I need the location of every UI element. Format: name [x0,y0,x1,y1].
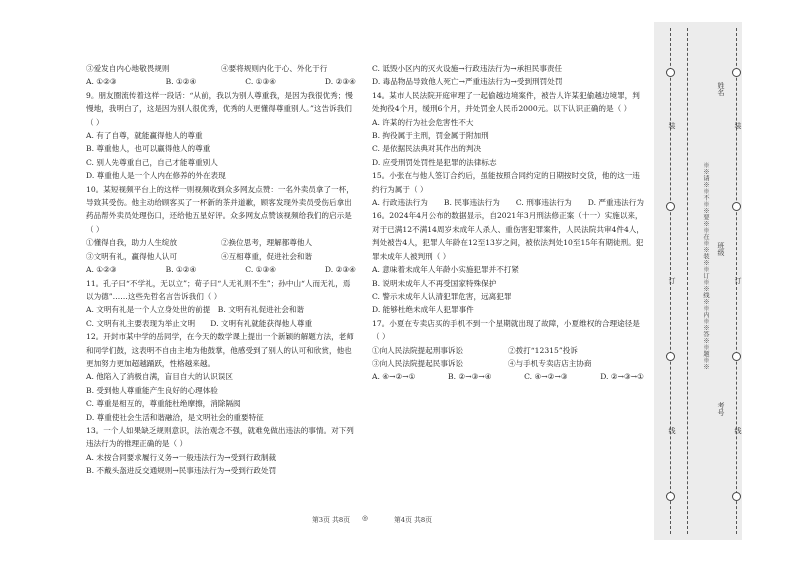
question-line: 13。一个人如果缺乏规则意识，法治观念不强，就难免做出违法的事情。对下列违法行为的推理正确的是（ ） [86,425,354,449]
binding-dash-line [687,28,688,534]
answer-choice: C. 刑事违法行为 [515,198,572,208]
question-line: D. 尊重他人是一个人内在修养的外在表现 [86,171,226,181]
question-line: 12。开封市某中学的岳同学，在今天的数学课上提出一个新颖的解题方法，老师和同学们鼓，这表明不自由主地为他鼓掌，他感受到了别人的认可和欣赏，他也更加努力更加超越踊跃，性格越来越。 [86,332,354,368]
option-pair [86,62,356,75]
option-item: ①向人民法院提起刑事诉讼 [372,345,464,355]
question-line: C. 是依据民法典对其作出的判决 [372,144,482,154]
binding-hole-icon [732,352,741,361]
question-line: 10。某短视频平台上的这样一则视频收到众多网友点赞：一名外卖员拿了一杯，导致其受伤。他主动给顾客买了一杯新的茶并道歉，顾客发现外卖员受伤后拿出药品帮外卖员处理伤口，还给他五星好评。众多网友点赞该视频给我们的启示是（ ） [86,184,354,234]
question-line: A. 许某的行为社会危害性不大 [372,117,474,127]
answer-choice: A. 行政违法行为 [372,198,428,208]
option-item: ②换位思考，理解都尊他人 [221,238,313,248]
question-line: D. 能够杜绝未成年人犯罪事件 [372,305,474,315]
answer-choice: B. 民事违法行为 [443,198,500,208]
answer-choice: D. ②→③→① [600,372,644,382]
exam-number-field-label: 考号 [717,402,725,416]
answer-choice: D. ②③④ [324,265,356,275]
question-line: 11。孔子曰“不学礼，无以立”；荀子曰“人无礼则不生”；孙中山“人而无礼，焉以为德”……这些先哲名言告诉我们（ ） [86,278,351,301]
binding-hole-icon [666,202,675,211]
answer-choice: A. ①②③ [86,77,117,87]
center-mark-icon: ◎ [362,514,368,522]
answer-choice: C. ①③④ [245,265,277,275]
question-line: B. 尊重他人，也可以赢得他人的尊重 [86,144,211,154]
question-line: 9。朋友圈流传着这样一段话：“从前，我以为别人尊重我，是因为我很优秀；慢慢地，我明白了，这是因为别人很优秀，优秀的人更懂得尊重别人。”这告诉我们（ ） [86,90,353,127]
binding-hole-icon [666,492,675,501]
option-pair [372,344,644,357]
option-item: ③文明有礼，赢得他人认可 [86,251,178,261]
question-line: D. 尊重使社会生活和谐融洽，是文明社会的重要特征 [86,412,264,422]
answer-choice: C. ①③④ [245,77,277,87]
binding-hole-icon [732,68,741,77]
option-item: ②拨打“12315”投诉 [508,345,578,355]
option-item: ④与手机专卖店店主协商 [508,358,592,368]
answer-choices [86,75,356,88]
right-question-column [372,62,644,384]
question-line: A. 意味着未成年人年龄小实施犯罪并不打紧 [372,265,519,275]
binding-hole-icon [666,68,675,77]
question-line: 16。2024年4月公布的数据显示，自2021年3月刑法修正案（十一）实施以来，对于已满12不满14周岁未成年人杀人、重伤害犯罪案件，人民法院共审4件4人，判处被告4人，犯罪人年龄在12至13岁之间，被依法判处10至15年有期徒刑。犯罪未成年人被判刑（ ） [372,211,644,261]
answer-choice: A. ④→②→① [372,372,416,382]
binding-hole-icon [732,492,741,501]
question-line: D. 应受刑罚处罚性是犯罪的法律标志 [372,157,497,167]
option-item: ③向人民法院提起民事诉讼 [372,358,464,368]
class-field-label: 班级 [717,242,725,256]
question-line: B. 不戴头盔进反交通规则→民事违法行为→受到行政处罚 [86,466,277,476]
question-line: A. 未按合同要求履行义务→一般违法行为→受到行政制裁 [86,452,277,462]
question-line: A. 文明有礼是一个人立身处世的前提 B. 文明有礼促进社会和谐 [86,305,305,315]
binding-mark-xian: 线 [734,427,742,434]
option-item: ①懂得自我，助力人生绽放 [86,238,178,248]
binding-mark-ding: 订 [668,277,676,284]
option-item: ③爱发自内心地敬畏规则 [86,64,170,73]
question-line: C. 尊重是相互的，尊重能杜绝摩擦，消除隔阂 [86,399,241,409]
question-line: 15。小张在与他人签订合约后，虽能按照合同约定的日期按时交货，他的这一违约行为属于（ ） [372,171,640,194]
left-question-column [86,62,356,478]
option-item: ④互相尊重，促进社会和谐 [221,251,313,261]
question-line: C. 别人先尊重自己，自己才能尊重别人 [86,157,218,167]
option-pair [372,357,644,370]
answer-choices [372,370,644,383]
name-field-label: 姓名 [717,82,725,96]
binding-mark-xian: 线 [668,427,676,434]
question-line: 14。某市人民法院开庭审理了一起偷越边境案件，被告人许某犯偷越边境罪，判处拘役4个月，缓刑6个月，并处罚金人民币2000元。以下认识正确的是（ ） [372,90,640,114]
question-line: D. 毒品物品导致他人死亡→严重违法行为→受到刑罚处罚 [372,77,563,87]
answer-choice: D. ②③④ [324,77,356,87]
answer-choice: B. ②→③→④ [448,372,492,382]
answer-choice: D. 严重违法行为 [587,198,644,208]
page-number-left: 第3页 共8页 [312,516,350,524]
option-item: ④要将规则内化于心、外化于行 [221,64,328,73]
question-line: C. 文明有礼主要表现为举止文明 D. 文明有礼就能获得他人尊重 [86,318,313,328]
question-line: 17。小夏在专卖店买的手机不到一个星期就出现了故障，小夏维权的合理途径是（ ） [372,318,640,342]
answer-choice: B. ①②④ [165,265,197,275]
answer-choice: C. ④→②→③ [524,372,568,382]
question-line: A. 有了自尊，就能赢得他人的尊重 [86,131,203,141]
binding-hole-icon [666,352,675,361]
answer-choices [86,263,356,276]
binding-hole-icon [732,202,741,211]
question-line: C. 诋毁小区内的灭火设施→行政违法行为→承担民事责任 [372,64,563,73]
answer-choice: A. ①②③ [86,265,117,275]
page-number-right: 第4页 共8页 [394,516,432,524]
answer-choices [372,196,644,209]
binding-mark-zhuang: 装 [668,122,676,129]
binding-strip [654,22,742,540]
binding-warning-note: ※※请※※不※※要※※在※※装※※订※※线※※内※※答※※题※※ [702,162,709,370]
question-line: B. 说明未成年人不再受国家特殊保护 [372,278,497,288]
binding-mark-ding: 订 [734,277,742,284]
question-line: B. 拘役属于主刑，罚金属于附加刑 [372,131,489,141]
question-line: B. 受到他人尊重能产生良好的心理体验 [86,385,218,395]
answer-choice: B. ①②④ [165,77,197,87]
option-pair [86,236,356,249]
binding-mark-zhuang: 装 [734,122,742,129]
option-pair [86,250,356,263]
question-line: A. 他陷入了消极自满，盲目自大的认识误区 [86,372,233,382]
question-line: C. 警示未成年人认清犯罪危害，远离犯罪 [372,291,512,301]
